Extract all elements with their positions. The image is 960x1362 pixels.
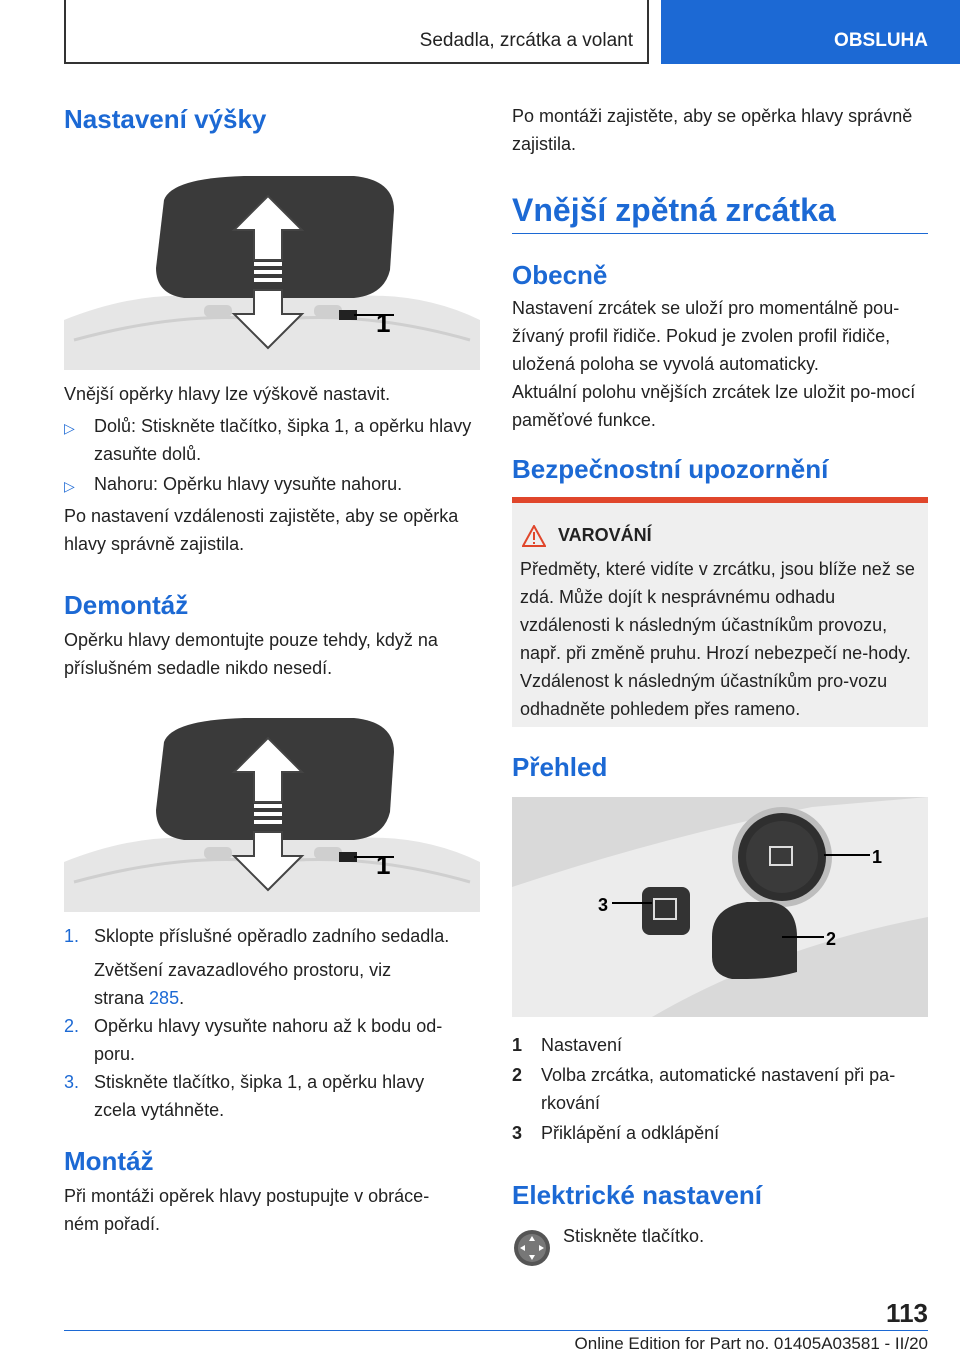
step-number: 1.: [64, 926, 80, 946]
headrest-image-2: [64, 712, 480, 912]
warning-title: VAROVÁNÍ: [558, 525, 652, 545]
page-number: 113: [886, 1298, 928, 1328]
heading-safety: Bezpečnostní upozornění: [512, 454, 829, 484]
warning-text: Předměty, které vidíte v zrcátku, jsou blíže než se zdá. Může dojít k nesprávnému odhadu vzdálenosti k následným účastníkům provozu, např. při změně pruhu. Hrozí nebezpečí ne‐hody. Vzdálenost k následným účastníkům pro‐vozu odhadněte pohledem přes rameno.: [520, 559, 915, 719]
heading-general: Obecně: [512, 260, 608, 290]
mirror-controls-image: [512, 797, 928, 1017]
warning-box: [512, 497, 928, 727]
chapter-tab-label: OBSLUHA: [834, 30, 928, 51]
legend-number: 3: [512, 1123, 523, 1143]
footer-text: Online Edition for Part no. 01405A03581 - II/20: [574, 1334, 928, 1353]
mirror-adjust-button-icon: [512, 1228, 552, 1268]
paragraph: Vnější opěrky hlavy lze výškově nastavit.: [64, 384, 391, 404]
step-subtext: Zvětšení zavazadlového prostoru, viz strana 285.: [94, 960, 392, 1008]
heading-mount: Montáž: [64, 1146, 154, 1176]
paragraph: Stiskněte tlačítko.: [563, 1226, 705, 1246]
bullet-item: Nahoru: Opěrku hlavy vysuňte nahoru.: [94, 474, 403, 494]
page-link[interactable]: 285: [149, 988, 180, 1008]
legend-text: Volba zrcátka, automatické nastavení při pa‐rkování: [541, 1065, 896, 1113]
paragraph: Nastavení zrcátek se uloží pro momentálně pou‐žívaný profil řidiče. Pokud je zvolen profil řidiče, uložená poloha se vyvolá automaticky.: [512, 298, 900, 374]
paragraph: Po montáži zajistěte, aby se opěrka hlavy správně zajistila.: [512, 106, 913, 154]
paragraph: Při montáži opěrek hlavy postupujte v obráce‐ném pořadí.: [64, 1186, 430, 1234]
step-text: Opěrku hlavy vysuňte nahoru až k bodu od‐poru.: [94, 1016, 443, 1064]
heading-mirrors: Vnější zpětná zrcátka: [512, 192, 836, 228]
paragraph: Po nastavení vzdálenosti zajistěte, aby se opěrka hlavy správně zajistila.: [64, 506, 459, 554]
warning-icon: [522, 525, 546, 547]
callout-label: 1: [872, 847, 883, 867]
bullet-item: Dolů: Stiskněte tlačítko, šipka 1, a opěrku hlavy zasuňte dolů.: [94, 416, 472, 464]
heading-overview: Přehled: [512, 752, 608, 782]
legend-number: 1: [512, 1035, 523, 1055]
bullet-triangle-icon: ▷: [64, 478, 75, 494]
bullet-triangle-icon: ▷: [64, 420, 75, 436]
footer-rule: [64, 1330, 928, 1331]
section-title: Sedadla, zrcátka a volant: [419, 30, 633, 51]
paragraph: Opěrku hlavy demontujte pouze tehdy, když na příslušném sedadle nikdo nesedí.: [64, 630, 438, 678]
step-number: 3.: [64, 1072, 80, 1092]
heading-rule: [512, 233, 928, 234]
callout-label: 1: [376, 308, 391, 338]
legend-text: Přiklápění a odklápění: [541, 1123, 720, 1143]
legend-text: Nastavení: [541, 1035, 623, 1055]
paragraph: Aktuální polohu vnějších zrcátek lze uložit po‐mocí paměťové funkce.: [512, 382, 916, 430]
step-text: Stiskněte tlačítko, šipka 1, a opěrku hlavy zcela vytáhněte.: [94, 1072, 425, 1120]
step-number: 2.: [64, 1016, 80, 1036]
heading-remove: Demontáž: [64, 590, 189, 620]
step-text: Sklopte příslušné opěradlo zadního sedadla.: [94, 926, 450, 946]
headrest-image-1: [64, 170, 480, 370]
callout-label: 1: [376, 850, 391, 880]
callout-label: 3: [598, 895, 609, 915]
header-box: [64, 0, 649, 64]
chapter-tab[interactable]: [661, 0, 960, 64]
heading-height: Nastavení výšky: [64, 104, 267, 134]
legend-number: 2: [512, 1065, 523, 1085]
heading-electric: Elektrické nastavení: [512, 1180, 763, 1210]
callout-label: 2: [826, 929, 837, 949]
